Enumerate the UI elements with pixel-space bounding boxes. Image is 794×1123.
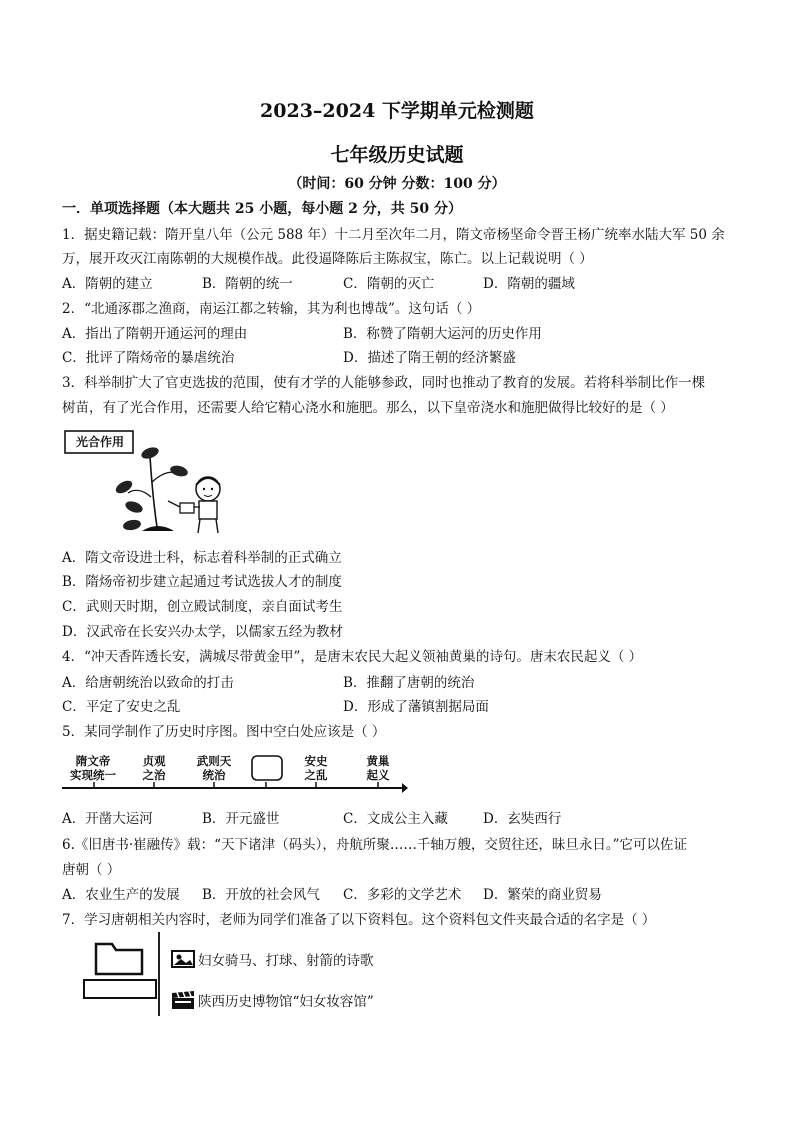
timeline-label-top: 黄巢 <box>366 754 390 768</box>
timeline-label-bottom: 实现统一 <box>70 768 116 782</box>
q7-item-1-text: 妇女骑马、打球、射箭的诗歌 <box>198 953 374 969</box>
q4-option-c: C．平定了安史之乱 <box>62 699 181 715</box>
timeline-label-bottom: 之治 <box>142 768 166 782</box>
q2-option-b: B．称赞了隋朝大运河的历史作用 <box>343 326 542 342</box>
exam-subtitle: 七年级历史试题 <box>330 144 464 166</box>
q7-text-line1: 7．学习唐朝相关内容时，老师为同学们准备了以下资料包。这个资料包文件夹最合适的名字是（ ） <box>62 912 656 928</box>
timeline-label-3 <box>186 754 242 782</box>
timeline-arrow-icon <box>402 783 408 793</box>
clapper-icon-drawing <box>170 990 196 1010</box>
q4-option-b: B．推翻了唐朝的统治 <box>343 675 475 691</box>
q5-option-d: D．玄奘西行 <box>483 811 562 827</box>
timeline-label-4 <box>294 754 338 782</box>
q1-option-d: D．隋朝的疆域 <box>483 276 575 292</box>
leaf-icon <box>124 499 144 515</box>
leaf-icon <box>169 464 189 478</box>
plant-branch <box>152 472 176 482</box>
q1-option-b: B．隋朝的统一 <box>202 276 293 292</box>
q5-option-a: A．开凿大运河 <box>62 811 153 827</box>
q2-option-a: A．指出了隋朝开通运河的理由 <box>62 326 248 342</box>
q2-option-d: D．描述了隋王朝的经济繁盛 <box>343 350 516 366</box>
timeline-label-top: 武则天 <box>196 754 232 768</box>
leaf-icon <box>114 478 135 496</box>
q3-figure-label: 光合作用 <box>75 435 124 449</box>
folder-shape <box>96 944 142 974</box>
clapper-line <box>175 1001 191 1003</box>
q6-option-d: D．繁荣的商业贸易 <box>483 887 602 903</box>
timeline-label-5 <box>356 754 400 782</box>
q6-option-c: C．多彩的文学艺术 <box>343 887 462 903</box>
q3-text-line2: 树苗，有了光合作用，还需要人给它精心浇水和施肥。那么，以下皇帝浇水和施肥做得比较好的是（ ） <box>62 400 674 416</box>
q4-option-d: D．形成了藩镇割据局面 <box>343 699 489 715</box>
q3-option-d: D．汉武帝在长安兴办太学，以儒家五经为教材 <box>62 624 343 640</box>
q5-option-b: B．开元盛世 <box>202 811 280 827</box>
q6-option-a: A．农业生产的发展 <box>62 887 180 903</box>
q4-text-line1: 4．“冲天香阵透长安，满城尽带黄金甲”，是唐末农民大起义领袖黄巢的诗句。唐末农民起义（ ） <box>62 649 643 665</box>
watering-can-spout <box>168 501 180 507</box>
folder-icon <box>80 934 160 1014</box>
q6-option-b: B．开放的社会风气 <box>202 887 320 903</box>
plant-stem <box>150 457 157 527</box>
timeline-label-bottom: 起义 <box>366 768 390 782</box>
q5-option-c: C．文成公主入藏 <box>343 811 448 827</box>
q2-option-c: C．批评了隋炀帝的暴虐统治 <box>62 350 235 366</box>
q3-option-c: C．武则天时期，创立殿试制度，亲自面试考生 <box>62 599 343 615</box>
exam-title: 2023–2024 下学期单元检测题 <box>260 100 534 122</box>
q1-option-c: C．隋朝的灭亡 <box>343 276 435 292</box>
q5-timeline <box>62 750 408 800</box>
exam-time-info: （时间：60 分钟 分数：100 分） <box>288 176 506 192</box>
child-eye <box>203 488 205 490</box>
leaf-icon <box>122 519 141 532</box>
q4-option-a: A．给唐朝统治以致命的打击 <box>62 675 234 691</box>
q7-item-1 <box>170 949 374 974</box>
q6-text-line1: 6.《旧唐书·崔融传》载：“天下诸津（码头），舟航所聚……千轴万艘，交贸往还，昧旦永日。”它可以佐证 <box>62 837 687 853</box>
plant-branch <box>128 490 151 497</box>
timeline-label-bottom: 统治 <box>202 768 226 782</box>
child-eye <box>211 488 213 490</box>
child-legs <box>198 519 218 533</box>
q7-item-2 <box>170 990 374 1015</box>
timeline-label-top: 贞观 <box>142 754 166 768</box>
q3-photosynthesis-figure <box>62 427 230 541</box>
image-icon-drawing <box>170 949 196 969</box>
q6-text-line2: 唐朝（ ） <box>62 862 121 878</box>
q3-option-a: A．隋文帝设进士科，标志着科举制的正式确立 <box>62 550 342 566</box>
timeline-label-top: 隋文帝 <box>75 754 111 768</box>
child-body <box>199 501 217 519</box>
q1-option-a: A．隋朝的建立 <box>62 276 153 292</box>
timeline-label-bottom: 之乱 <box>304 768 328 782</box>
folder-icon-drawing <box>80 934 160 1014</box>
timeline-blank-box <box>252 756 282 780</box>
image-icon <box>170 949 196 974</box>
q3-text-line1: 3．科举制扩大了官吏选拔的范围，使有才学的人能够参政，同时也推动了教育的发展。若将科举制比作一棵 <box>62 375 706 391</box>
clapper-body <box>172 998 194 1009</box>
q7-item-2-text: 陕西历史博物馆“妇女妆容馆” <box>198 994 374 1010</box>
video-clapper-icon <box>170 990 196 1015</box>
timeline-label-2 <box>132 754 176 782</box>
folder-name-box <box>84 980 156 998</box>
q5-text-line1: 5．某同学制作了历史时序图。图中空白处应该是（ ） <box>62 724 386 740</box>
q1-text-line2: 万，展开攻灭江南陈朝的大规模作战。此役逼降陈后主陈叔宝，陈亡。以上记载说明（ ） <box>62 251 593 267</box>
watering-can-icon <box>180 503 194 513</box>
timeline-label-1 <box>62 754 124 782</box>
timeline-label-top: 安史 <box>304 754 328 768</box>
q3-option-b: B．隋炀帝初步建立起通过考试选拔人才的制度 <box>62 574 342 590</box>
section-heading: 一．单项选择题（本大题共 25 小题，每小题 2 分，共 50 分） <box>62 201 462 217</box>
q1-text-line1: 1．据史籍记载：隋开皇八年（公元 588 年）十二月至次年二月，隋文帝杨坚命令晋王杨广统率水陆大军 50 余 <box>62 227 725 243</box>
divider-line <box>158 932 160 1016</box>
soil-mound <box>142 526 174 531</box>
q2-text-line1: 2．“北通涿郡之渔商，南运江都之转输，其为利也博哉”。这句话（ ） <box>62 301 481 317</box>
image-sun <box>177 955 182 960</box>
